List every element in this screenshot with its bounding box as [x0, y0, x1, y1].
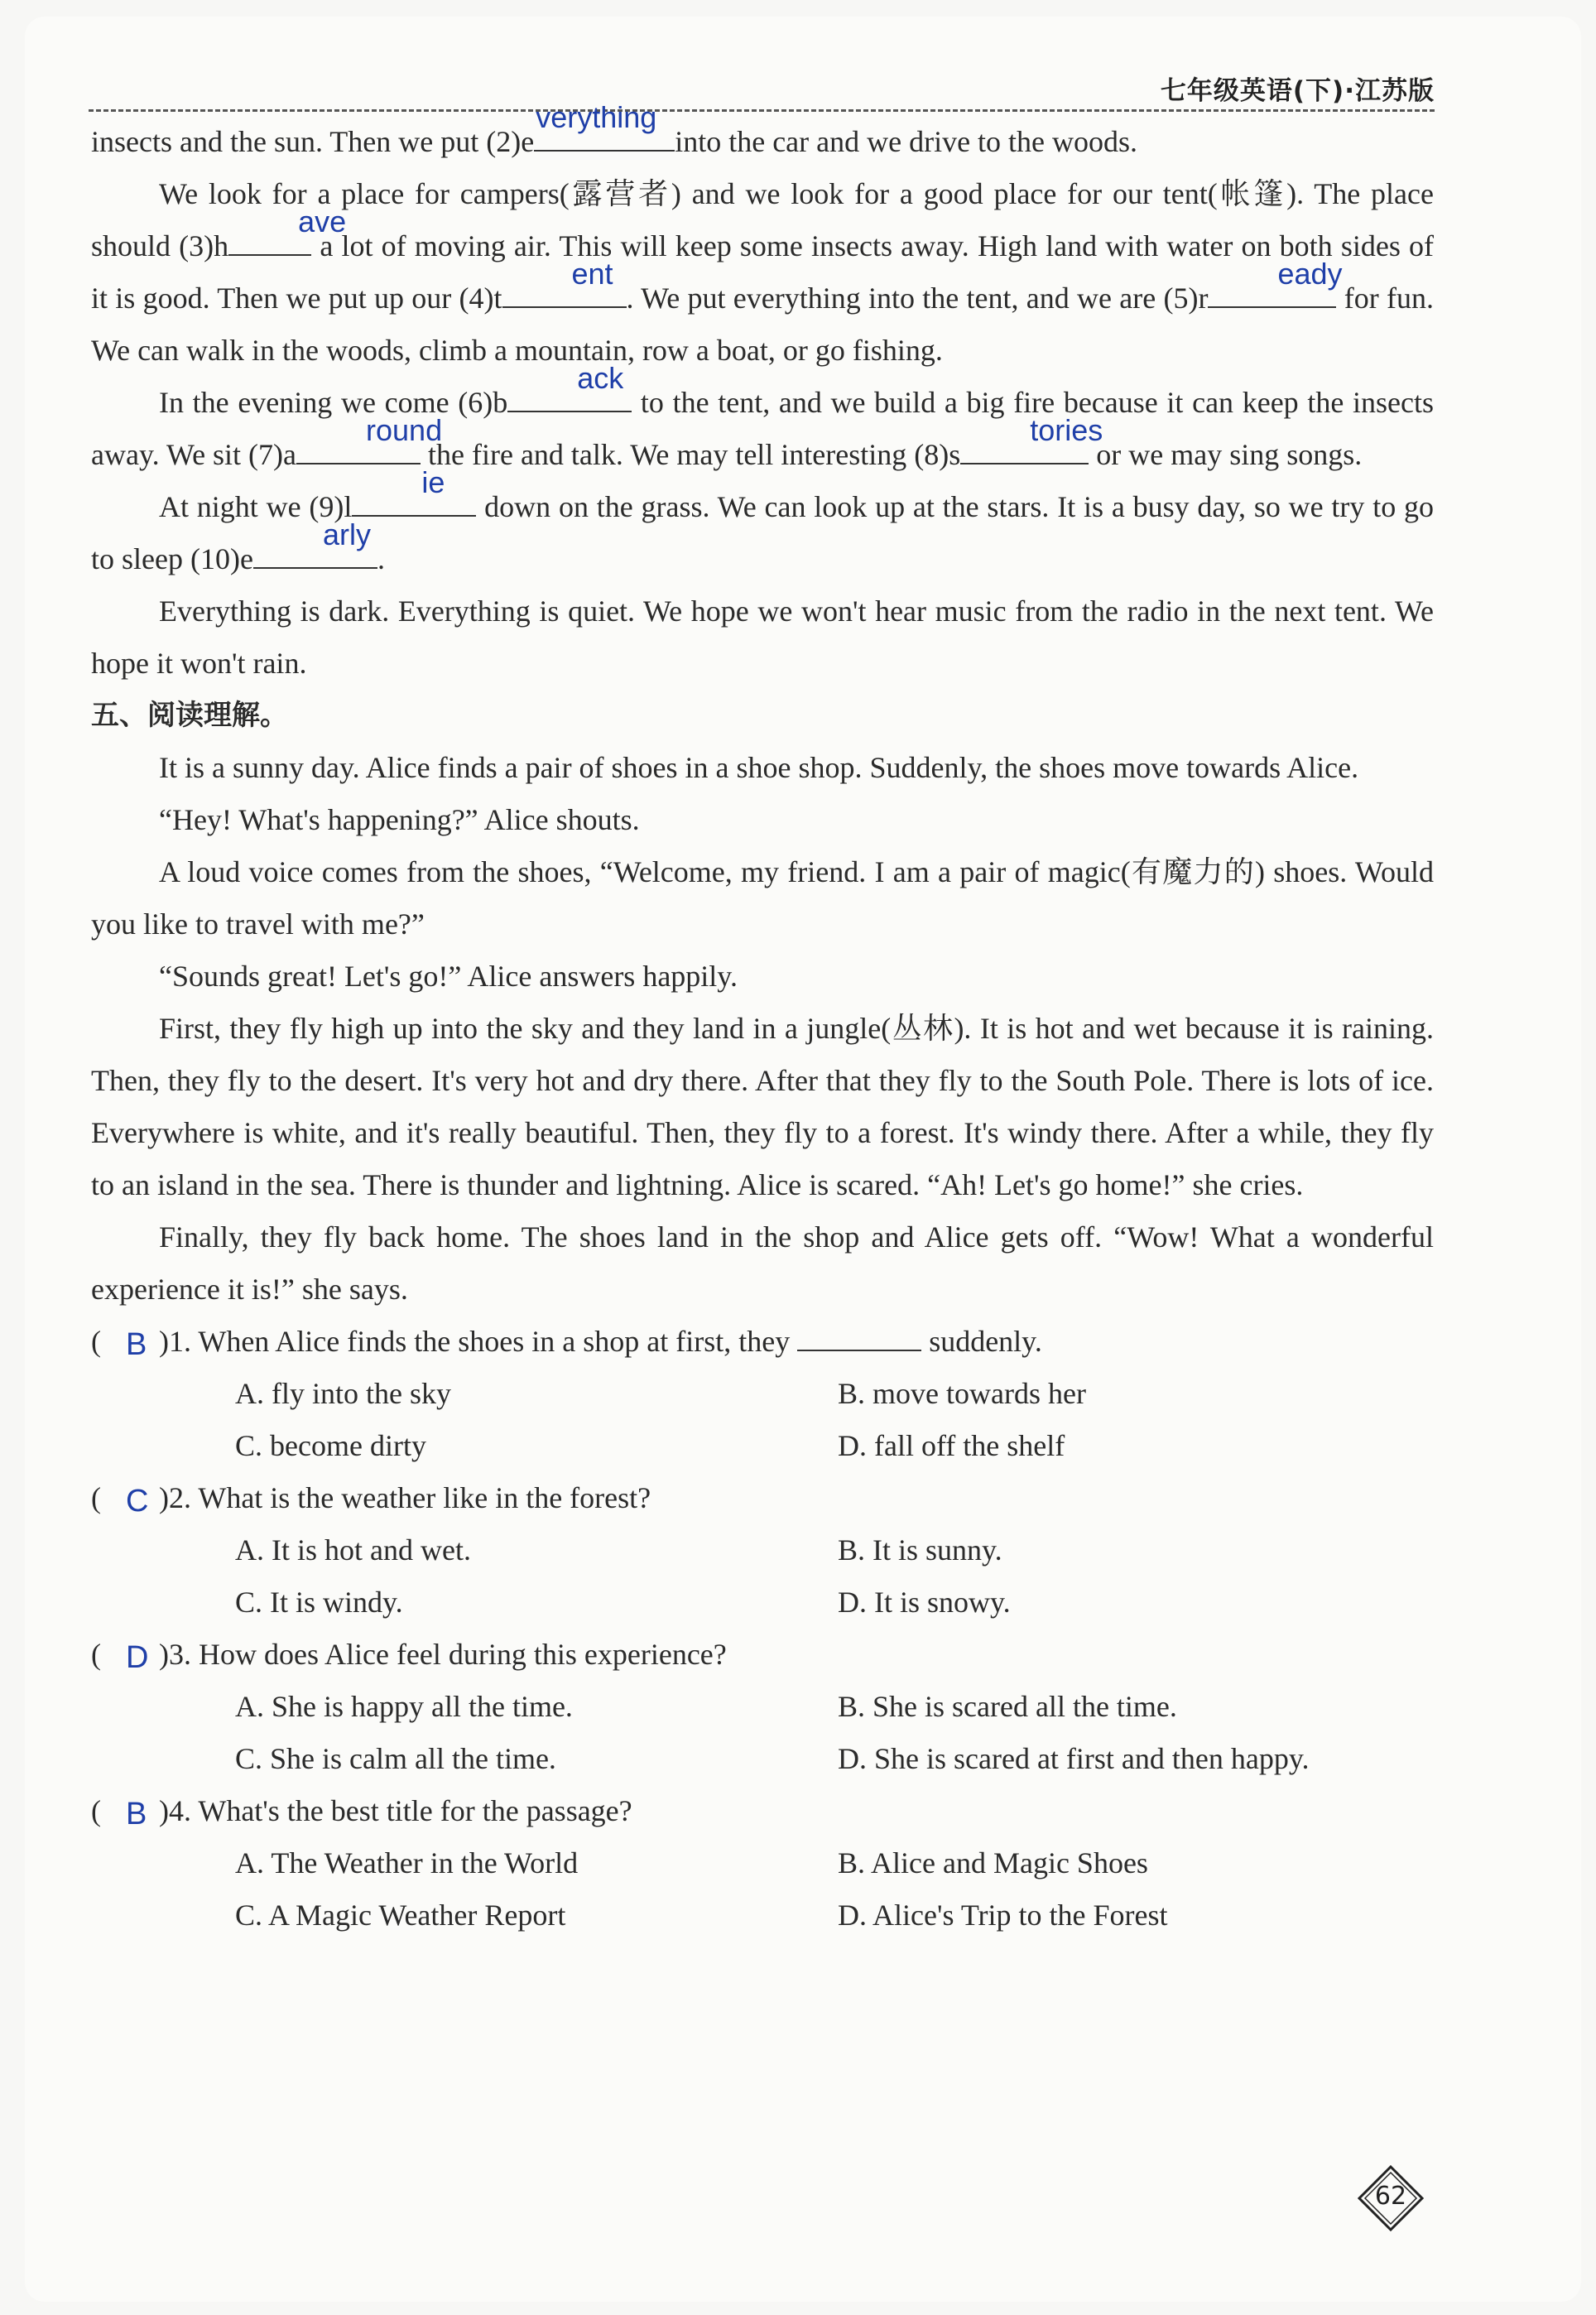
paren: (: [91, 1638, 101, 1671]
option-a: A. fly into the sky: [235, 1377, 451, 1410]
handwritten-answer-4: ent: [571, 257, 613, 291]
cloze-paragraph-4: [91, 465, 1434, 585]
option-b: B. Alice and Magic Shoes: [838, 1846, 1148, 1879]
text-run: a lot of moving air. This will keep some insects away. High land with water on both sides of it is good. Then we put up our (4)t: [91, 229, 1434, 315]
handwritten-choice-1: B: [126, 1327, 147, 1362]
answer-blank-2: [534, 100, 675, 152]
text-run: down on the grass. We can look up at the stars. It is a busy day, so we try to go to sleep (10)e: [91, 490, 1434, 575]
page-number-badge: [1358, 2165, 1424, 2231]
cloze-line-1: [91, 100, 1434, 168]
text-run: . We put everything into the tent, and we are (5)r: [626, 282, 1209, 315]
answer-blank-10: [253, 517, 377, 569]
handwritten-answer-8: tories: [1030, 413, 1103, 447]
text-run: At night we (9)l: [159, 490, 353, 523]
text-run: suddenly.: [921, 1325, 1042, 1358]
question-stem-2: )2. What is the weather like in the forest?: [159, 1481, 651, 1514]
handwritten-answer-10: arly: [322, 517, 371, 551]
text-run: We look for a place for campers(露营者) and we look for a good place for our tent(帐篷). The place should (3)h: [91, 177, 1434, 262]
handwritten-answer-3: ave: [298, 205, 347, 238]
paren: (: [91, 1481, 101, 1514]
handwritten-answer-9: ie: [421, 465, 445, 499]
reading-paragraph: Finally, they fly back home. The shoes land in the shop and Alice gets off. “Wow! What a wonderful experience it is!” she says.: [91, 1220, 1434, 1306]
handwritten-answer-7: round: [366, 413, 443, 447]
question-stem-3: )3. How does Alice feel during this experience?: [159, 1638, 727, 1671]
reading-paragraph: It is a sunny day. Alice finds a pair of shoes in a shoe shop. Suddenly, the shoes move towards Alice.: [159, 751, 1359, 784]
handwritten-answer-5: eady: [1277, 257, 1343, 291]
handwritten-choice-3: D: [126, 1640, 149, 1675]
options-row: [91, 1837, 1434, 1889]
answer-blank-6: [507, 361, 632, 412]
options-row: [91, 1733, 1434, 1785]
handwritten-choice-4: B: [126, 1797, 147, 1831]
answer-blank-4: [502, 257, 627, 308]
page-number: 62: [1374, 2182, 1407, 2211]
answer-blank-8: [960, 413, 1103, 464]
question-4: [91, 1785, 1434, 1837]
option-d: D. It is snowy.: [838, 1586, 1011, 1619]
handwritten-answer-2: verything: [536, 100, 657, 134]
question-1: [91, 1316, 1434, 1368]
question-stem-4: )4. What's the best title for the passage?: [159, 1794, 632, 1827]
answer-blank-5: [1208, 257, 1343, 308]
handwritten-answer-6: ack: [577, 361, 624, 395]
answer-blank-3: [228, 205, 347, 256]
option-c: C. A Magic Weather Report: [235, 1899, 566, 1932]
text-run: into the car and we drive to the woods.: [675, 125, 1138, 158]
option-c: C. She is calm all the time.: [235, 1742, 556, 1775]
option-b: B. She is scared all the time.: [838, 1690, 1177, 1723]
text-run: In the evening we come (6)b: [159, 386, 508, 419]
page-header: [89, 66, 1435, 112]
options-row: [91, 1889, 1434, 1942]
header-title: 七年级英语(下)·江苏版: [1160, 76, 1435, 106]
options-row: [91, 1681, 1434, 1733]
option-b: B. move towards her: [838, 1377, 1086, 1410]
option-d: D. fall off the shelf: [838, 1429, 1065, 1462]
cloze-paragraph-3: [91, 361, 1434, 481]
text-run: the fire and talk. We may tell interesting (8)s: [421, 438, 961, 471]
options-row: [91, 1420, 1434, 1472]
text-run: to the tent, and we build a big fire because it can keep the insects away. We sit (7)a: [91, 386, 1434, 471]
text-run: insects and the sun. Then we put (2)e: [91, 125, 535, 158]
cloze-paragraph-2: [91, 168, 1434, 377]
option-c: C. It is windy.: [235, 1586, 403, 1619]
option-a: A. The Weather in the World: [235, 1846, 579, 1879]
option-a: A. She is happy all the time.: [235, 1690, 573, 1723]
reading-paragraph: First, they fly high up into the sky and they land in a jungle(丛林). It is hot and wet because it is raining. Then, they fly to the desert. It's very hot and dry there. After that they fly to the South Pole. There is lots of ice. Everywhere is white, and it's really beautiful. Then, they fly to a forest. It's windy there. After a while, they fly to an island in the sea. There is thunder and lightning. Alice is scared. “Ah! Let's go home!” she cries.: [91, 1012, 1434, 1201]
question-2: [91, 1472, 1434, 1524]
reading-paragraph: A loud voice comes from the shoes, “Welcome, my friend. I am a pair of magic(有魔力的) shoes. Would you like to travel with me?”: [91, 855, 1434, 941]
section-heading-reading: 五、阅读理解。: [91, 699, 288, 732]
reading-paragraph: “Sounds great! Let's go!” Alice answers happily.: [159, 960, 738, 993]
option-d: D. She is scared at first and then happy.: [838, 1742, 1310, 1775]
text-run: or we may sing songs.: [1089, 438, 1363, 471]
paren: (: [91, 1794, 101, 1827]
options-row: [91, 1368, 1434, 1420]
cloze-paragraph-5: Everything is dark. Everything is quiet. We hope we won't hear music from the radio in the next tent. We hope it won't rain.: [91, 594, 1434, 680]
text-run: .: [377, 542, 385, 575]
paren: (: [91, 1325, 101, 1358]
options-row: [91, 1524, 1434, 1576]
text-run: for fun. We can walk in the woods, climb a mountain, row a boat, or go fishing.: [91, 282, 1435, 367]
question-stem-1: [159, 1316, 1042, 1368]
content: [91, 100, 1435, 1942]
text-run: )1. When Alice finds the shoes in a shop at first, they: [159, 1325, 798, 1358]
handwritten-choice-2: C: [126, 1484, 149, 1518]
reading-paragraph: “Hey! What's happening?” Alice shouts.: [159, 803, 640, 836]
option-c: C. become dirty: [235, 1429, 426, 1462]
option-a: A. It is hot and wet.: [235, 1533, 471, 1567]
option-d: D. Alice's Trip to the Forest: [838, 1899, 1168, 1932]
options-row: [91, 1576, 1434, 1629]
option-b: B. It is sunny.: [838, 1533, 1002, 1567]
question-blank: [797, 1318, 921, 1351]
question-3: [91, 1629, 1434, 1681]
